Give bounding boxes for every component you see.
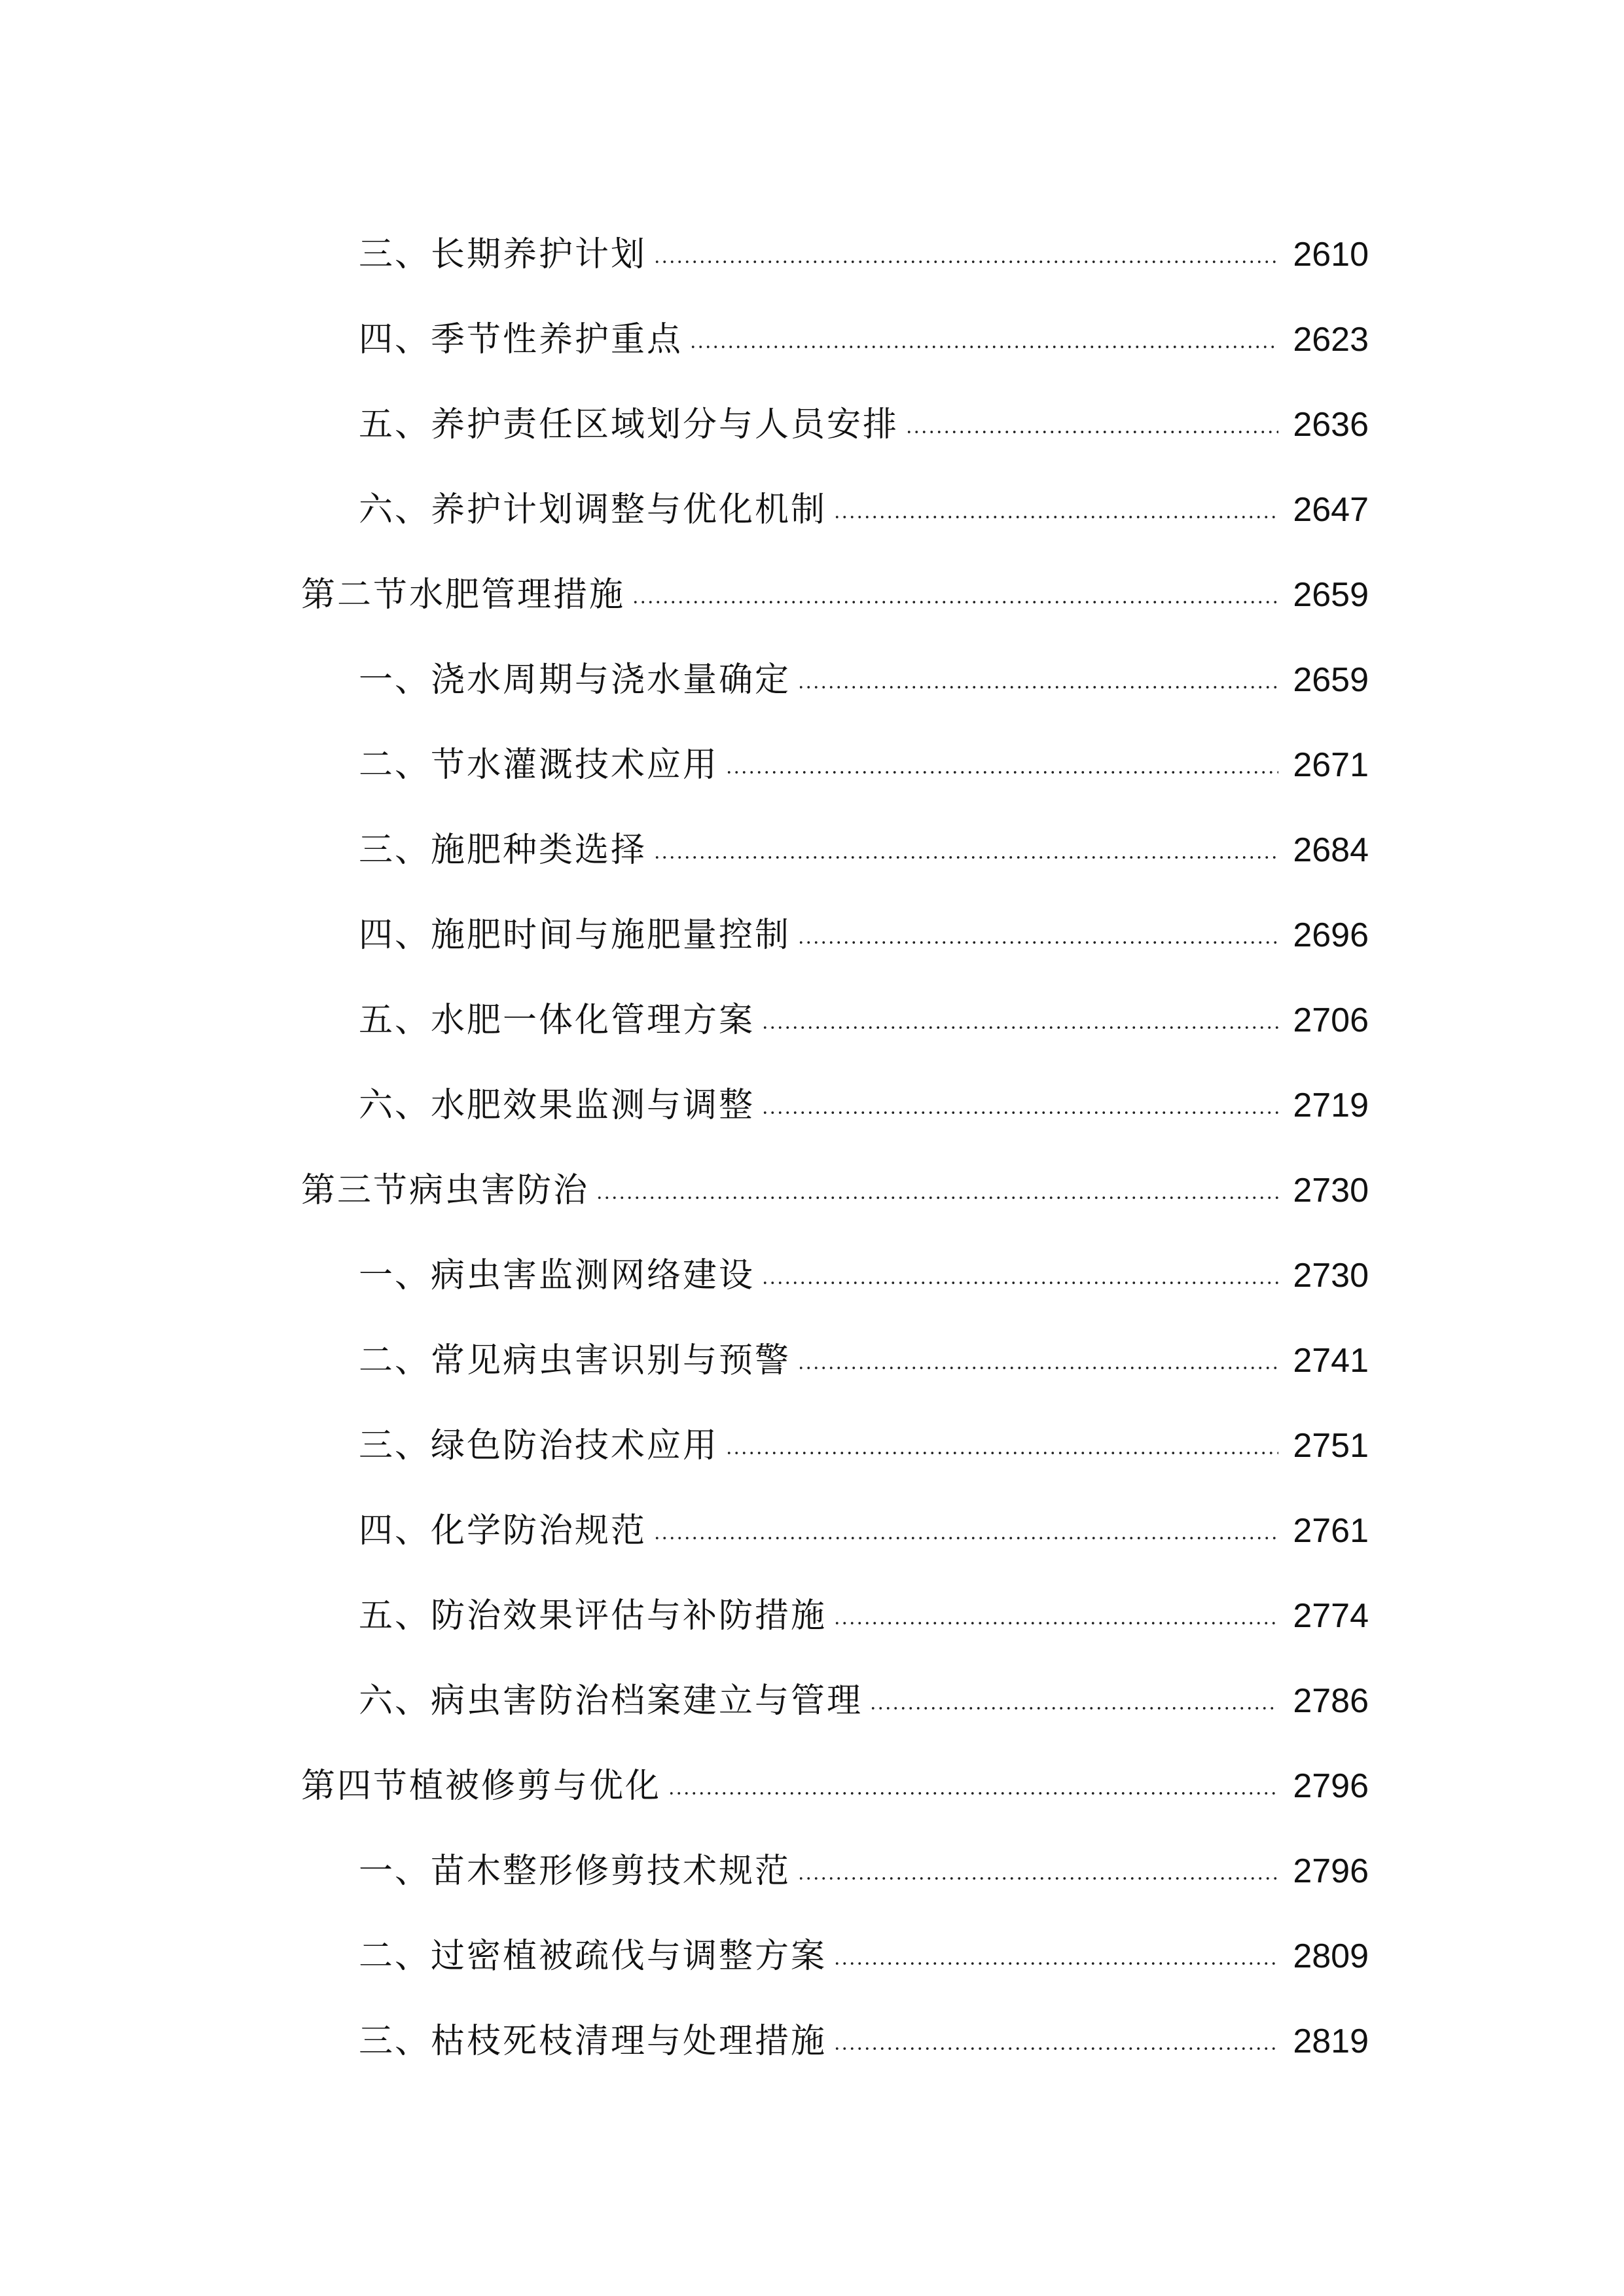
toc-entry-page-number: 2796 <box>1293 1767 1369 1805</box>
toc-entry-page-number: 2610 <box>1293 236 1369 274</box>
table-of-contents <box>0 212 1624 2084</box>
dot-leader <box>653 1537 1278 1539</box>
toc-entry-page-number: 2623 <box>1293 321 1369 359</box>
toc-entry-title: 四、化学防治规范 <box>359 1511 647 1551</box>
toc-entry-page-number: 2730 <box>1293 1257 1369 1295</box>
toc-entry[interactable] <box>0 1063 1624 1148</box>
dot-leader <box>797 1367 1278 1369</box>
toc-entry-title: 六、水肥效果监测与调整 <box>359 1086 755 1125</box>
toc-entry[interactable] <box>0 467 1624 552</box>
toc-entry-title: 三、施肥种类选择 <box>359 831 647 870</box>
toc-entry[interactable] <box>0 297 1624 382</box>
dot-leader <box>833 516 1278 518</box>
toc-entry[interactable] <box>0 1999 1624 2084</box>
toc-entry-page-number: 2809 <box>1293 1937 1369 1975</box>
toc-entry-title: 三、绿色防治技术应用 <box>359 1426 719 1465</box>
dot-leader <box>596 1196 1278 1199</box>
dot-leader <box>833 2047 1278 2050</box>
toc-entry-title: 三、长期养护计划 <box>359 235 647 274</box>
toc-entry[interactable] <box>0 1914 1624 1999</box>
toc-entry[interactable] <box>0 1233 1624 1318</box>
toc-entry[interactable] <box>0 1403 1624 1488</box>
dot-leader <box>653 260 1278 263</box>
toc-entry[interactable] <box>0 1659 1624 1744</box>
toc-entry-page-number: 2696 <box>1293 916 1369 954</box>
toc-entry-title: 三、枯枝死枝清理与处理措施 <box>359 2022 827 2061</box>
dot-leader <box>833 1962 1278 1965</box>
dot-leader <box>653 856 1278 859</box>
dot-leader <box>725 1452 1278 1454</box>
toc-entry-page-number: 2659 <box>1293 661 1369 699</box>
toc-entry-page-number: 2761 <box>1293 1512 1369 1550</box>
toc-entry[interactable] <box>0 893 1624 978</box>
toc-section-title: 第二节水肥管理措施 <box>301 575 626 615</box>
toc-entry-page-number: 2719 <box>1293 1086 1369 1124</box>
toc-entry-title: 一、浇水周期与浇水量确定 <box>359 660 791 700</box>
toc-entry-page-number: 2730 <box>1293 1172 1369 1210</box>
toc-entry[interactable] <box>0 1488 1624 1573</box>
dot-leader <box>797 1877 1278 1880</box>
toc-entry-page-number: 2819 <box>1293 2022 1369 2060</box>
toc-entry-title: 四、季节性养护重点 <box>359 320 683 359</box>
toc-entry-page-number: 2647 <box>1293 491 1369 529</box>
toc-entry-page-number: 2706 <box>1293 1001 1369 1039</box>
toc-section-entry[interactable] <box>0 1148 1624 1233</box>
toc-section-title: 第四节植被修剪与优化 <box>301 1767 662 1806</box>
toc-entry-page-number: 2741 <box>1293 1342 1369 1380</box>
toc-entry-title: 二、常见病虫害识别与预警 <box>359 1341 791 1380</box>
toc-entry-title: 六、病虫害防治档案建立与管理 <box>359 1681 863 1721</box>
dot-leader <box>869 1707 1278 1710</box>
dot-leader <box>833 1622 1278 1624</box>
dot-leader <box>689 346 1278 348</box>
dot-leader <box>632 601 1278 603</box>
toc-entry-page-number: 2774 <box>1293 1597 1369 1635</box>
dot-leader <box>905 431 1278 433</box>
dot-leader <box>668 1792 1278 1795</box>
toc-entry[interactable] <box>0 1573 1624 1659</box>
dot-leader <box>761 1282 1278 1284</box>
toc-entry-title: 五、水肥一体化管理方案 <box>359 1001 755 1040</box>
toc-entry-page-number: 2786 <box>1293 1682 1369 1720</box>
toc-entry[interactable] <box>0 723 1624 808</box>
toc-entry-title: 五、防治效果评估与补防措施 <box>359 1596 827 1636</box>
toc-entry-title: 一、病虫害监测网络建设 <box>359 1256 755 1295</box>
toc-entry[interactable] <box>0 808 1624 893</box>
toc-entry-title: 一、苗木整形修剪技术规范 <box>359 1852 791 1891</box>
toc-entry[interactable] <box>0 637 1624 723</box>
toc-entry-title: 五、养护责任区域划分与人员安排 <box>359 405 899 444</box>
dot-leader <box>797 686 1278 689</box>
toc-entry[interactable] <box>0 1829 1624 1914</box>
toc-entry-page-number: 2751 <box>1293 1427 1369 1465</box>
toc-entry-page-number: 2636 <box>1293 406 1369 444</box>
toc-entry[interactable] <box>0 978 1624 1063</box>
dot-leader <box>761 1026 1278 1029</box>
toc-section-entry[interactable] <box>0 552 1624 637</box>
dot-leader <box>761 1111 1278 1114</box>
toc-section-entry[interactable] <box>0 1744 1624 1829</box>
toc-entry[interactable] <box>0 212 1624 297</box>
dot-leader <box>725 771 1278 774</box>
toc-entry[interactable] <box>0 1318 1624 1403</box>
toc-entry-page-number: 2671 <box>1293 746 1369 784</box>
dot-leader <box>797 941 1278 944</box>
toc-entry-page-number: 2659 <box>1293 576 1369 614</box>
toc-entry-page-number: 2684 <box>1293 831 1369 869</box>
toc-entry[interactable] <box>0 382 1624 467</box>
toc-entry-title: 二、节水灌溉技术应用 <box>359 745 719 785</box>
toc-entry-title: 四、施肥时间与施肥量控制 <box>359 916 791 955</box>
toc-entry-title: 二、过密植被疏伐与调整方案 <box>359 1937 827 1976</box>
toc-entry-title: 六、养护计划调整与优化机制 <box>359 490 827 529</box>
toc-section-title: 第三节病虫害防治 <box>301 1171 590 1210</box>
toc-entry-page-number: 2796 <box>1293 1852 1369 1890</box>
